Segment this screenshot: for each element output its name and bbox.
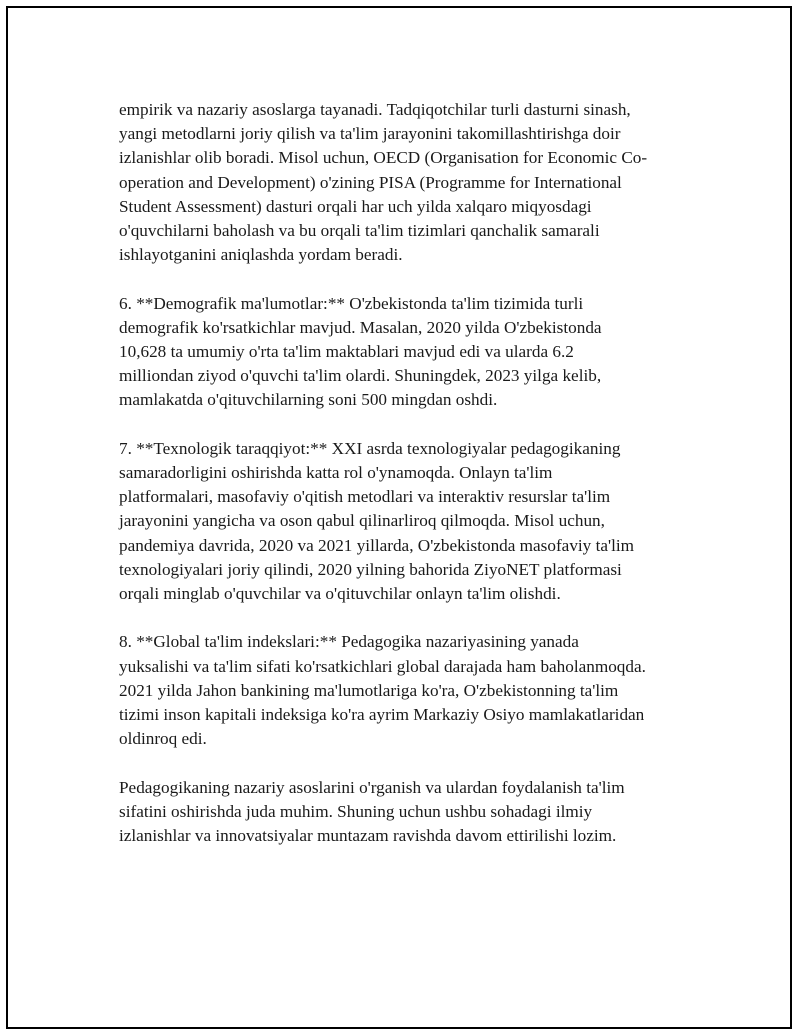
- text-line: pandemiya davrida, 2020 va 2021 yillarda, O'zbekistonda masofaviy ta'lim: [119, 535, 634, 555]
- text-line: platformalari, masofaviy o'qitish metodlari va interaktiv resurslar ta'lim: [119, 487, 611, 507]
- text-line: tizimi inson kapitali indeksiga ko'ra ayrim Markaziy Osiyo mamlakatlaridan: [119, 705, 645, 725]
- text-line: operation and Development) o'zining PISA (Programme for International: [119, 172, 622, 192]
- paragraph-global-indexes: [119, 630, 694, 751]
- text-line: izlanishlar va innovatsiyalar muntazam ravishda davom ettirilishi lozim.: [119, 826, 617, 846]
- text-line: samaradorligini oshirishda katta rol o'ynamoqda. Onlayn ta'lim: [119, 463, 553, 483]
- text-line: sifatini oshirishda juda muhim. Shuning uchun ushbu sohadagi ilmiy: [119, 801, 593, 821]
- text-line: yangi metodlarni joriy qilish va ta'lim jarayonini takomillashtirishga doir: [119, 124, 621, 144]
- paragraph-research: [119, 98, 694, 267]
- paragraph-technology: [119, 437, 694, 606]
- text-line: izlanishlar olib boradi. Misol uchun, OECD (Organisation for Economic Co-: [119, 148, 648, 168]
- text-line: oldinroq edi.: [119, 729, 207, 749]
- text-line: 8. **Global ta'lim indekslari:** Pedagogika nazariyasining yanada: [119, 632, 579, 652]
- text-line: empirik va nazariy asoslarga tayanadi. Tadqiqotchilar turli dasturni sinash,: [119, 100, 631, 119]
- text-line: yuksalishi va ta'lim sifati ko'rsatkichlari global darajada ham baholanmoqda.: [119, 656, 646, 676]
- text-line: texnologiyalari joriy qilindi, 2020 yilning bahorida ZiyoNET platformasi: [119, 559, 622, 579]
- text-line: 6. **Demografik ma'lumotlar:** O'zbekistonda ta'lim tizimida turli: [119, 293, 584, 313]
- text-line: jarayonini yangicha va oson qabul qilinarliroq qilmoqda. Misol uchun,: [119, 511, 605, 531]
- text-line: 7. **Texnologik taraqqiyot:** XXI asrda texnologiyalar pedagogikaning: [119, 438, 621, 458]
- text-line: Pedagogikaning nazariy asoslarini o'rganish va ulardan foydalanish ta'lim: [119, 777, 625, 797]
- text-line: Student Assessment) dasturi orqali har uch yilda xalqaro miqyosdagi: [119, 196, 592, 216]
- text-line: milliondan ziyod o'quvchi ta'lim olardi. Shuningdek, 2023 yilga kelib,: [119, 366, 602, 386]
- text-line: mamlakatda o'qituvchilarning soni 500 mingdan oshdi.: [119, 390, 498, 410]
- paragraph-demographic: [119, 292, 694, 413]
- page-frame: [6, 6, 792, 1029]
- text-line: orqali minglab o'quvchilar va o'qituvchilar onlayn ta'lim olishdi.: [119, 584, 561, 604]
- text-line: 10,628 ta umumiy o'rta ta'lim maktablari mavjud edi va ularda 6.2: [119, 342, 574, 362]
- paragraph-conclusion: [119, 776, 694, 849]
- text-line: 2021 yilda Jahon bankining ma'lumotlariga ko'ra, O'zbekistonning ta'lim: [119, 680, 619, 700]
- document-body: [119, 98, 694, 872]
- text-line: demografik ko'rsatkichlar mavjud. Masalan, 2020 yilda O'zbekistonda: [119, 317, 602, 337]
- text-line: o'quvchilarni baholash va bu orqali ta'lim tizimlari qanchalik samarali: [119, 221, 600, 241]
- text-line: ishlayotganini aniqlashda yordam beradi.: [119, 245, 403, 265]
